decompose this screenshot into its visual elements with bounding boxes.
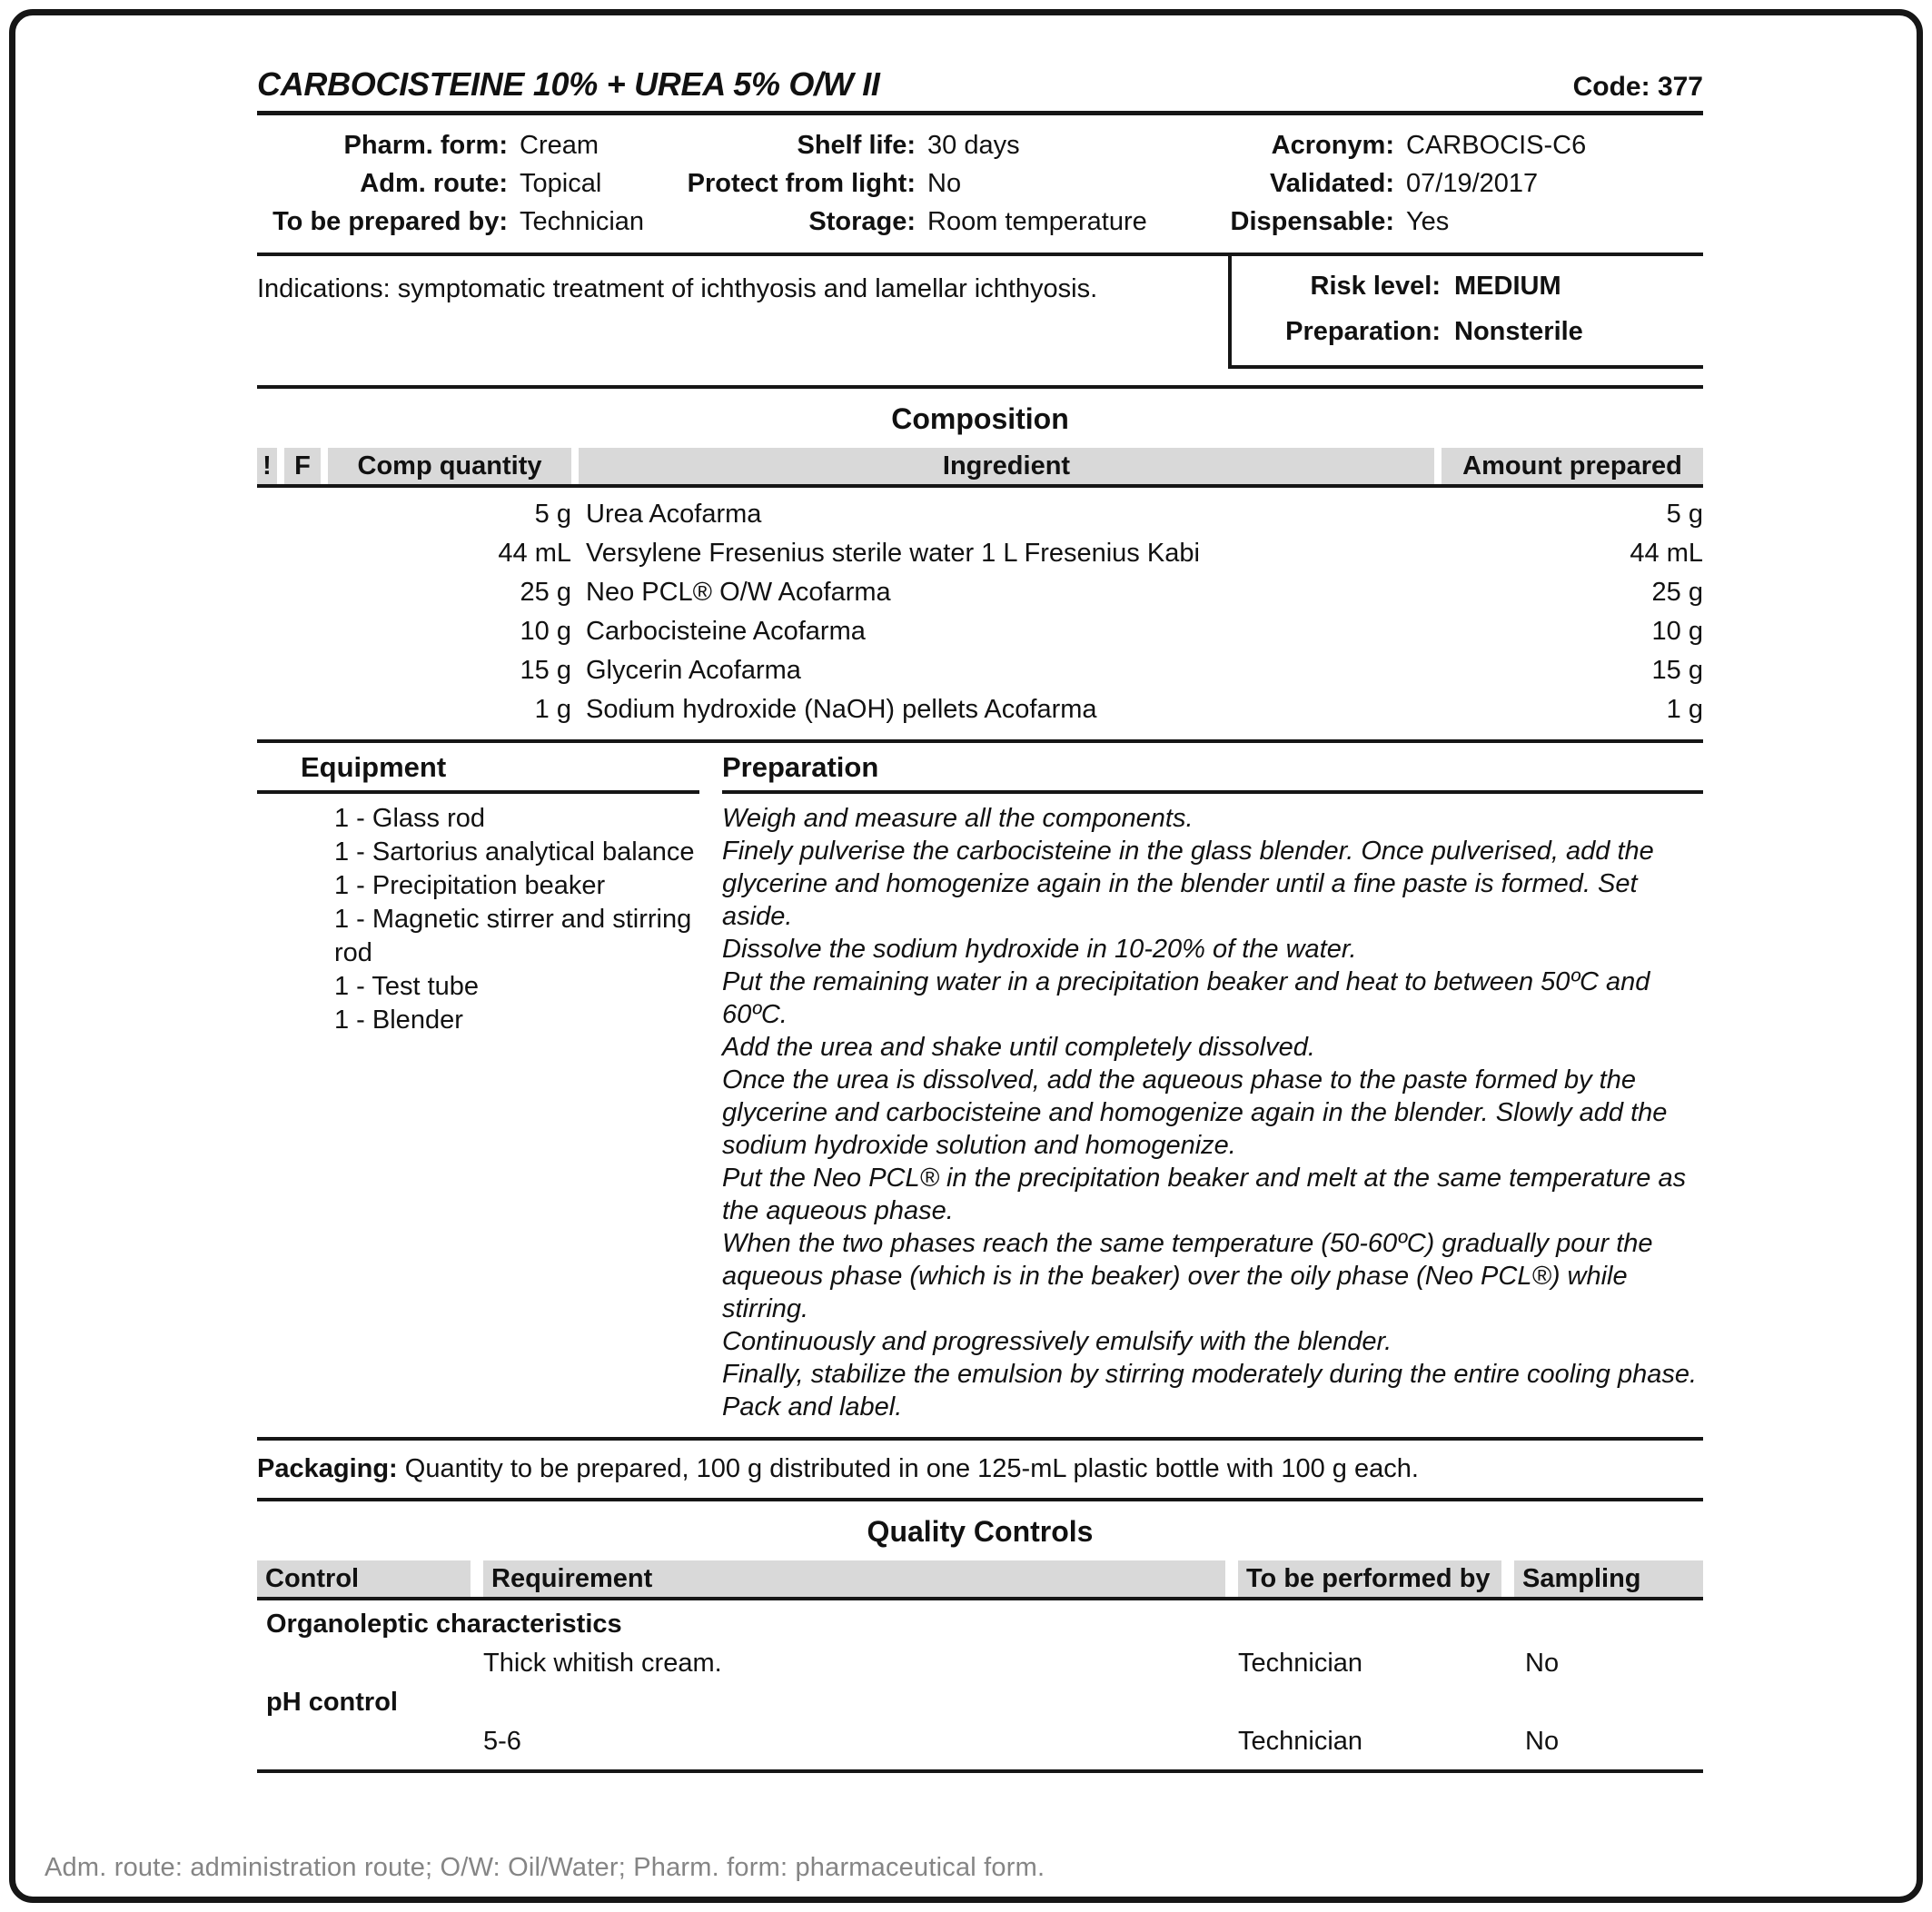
list-item: 1 - Sartorius analytical balance (334, 837, 695, 867)
info-row (1172, 164, 1703, 203)
info-column-3 (1172, 126, 1703, 241)
info-row (1172, 126, 1703, 164)
formula-sheet (9, 9, 1923, 1903)
equipment-list (257, 794, 699, 1037)
preparation-step: Pack and label. (722, 1392, 903, 1422)
divider (257, 1498, 1703, 1501)
qc-performed-by: Technician (1238, 1648, 1363, 1678)
ingredient: Carbocisteine Acofarma (586, 616, 866, 646)
table-row (257, 1644, 1703, 1683)
preparation-step: Put the Neo PCL® in the precipitation beaker and melt at the same temperature as the aqueous phase. (722, 1163, 1687, 1225)
info-row (199, 126, 677, 164)
table-row (257, 1722, 1703, 1761)
preparation-type-label: Preparation: (1285, 316, 1441, 346)
amount-prepared: 1 g (1666, 694, 1703, 724)
qc-header-requirement: Requirement (483, 1560, 1225, 1597)
indications-section (257, 256, 1703, 369)
info-row (1172, 203, 1703, 241)
table-row (257, 651, 1703, 690)
sheet-content (257, 66, 1703, 1773)
info-value: Room temperature (927, 206, 1147, 236)
qc-sampling: No (1525, 1726, 1560, 1756)
info-label: Storage: (808, 206, 916, 236)
info-value: No (927, 168, 962, 198)
preparation-heading: Preparation (722, 743, 1703, 794)
abbreviations-footnote: Adm. route: administration route; O/W: Oil/Water; Pharm. form: pharmaceutical form. (45, 1853, 1045, 1882)
risk-level-row (1232, 263, 1703, 309)
amount-prepared: 25 g (1651, 577, 1703, 607)
divider (257, 1769, 1703, 1773)
table-row (257, 690, 1703, 729)
risk-level-value: MEDIUM (1454, 271, 1561, 301)
packaging-section (257, 1441, 1703, 1498)
info-label: Pharm. form: (343, 130, 508, 160)
preparation-step: Put the remaining water in a precipitation beaker and heat to between 50ºC and 60ºC. (722, 966, 1650, 1029)
info-value: Technician (520, 206, 645, 236)
qc-header-sampling: Sampling (1514, 1560, 1703, 1597)
info-label: To be prepared by: (272, 206, 508, 236)
qc-control-category: Organoleptic characteristics (266, 1609, 622, 1639)
indications-label: Indications: (257, 273, 391, 303)
ingredient: Glycerin Acofarma (586, 655, 801, 685)
code-label: Code: (1572, 71, 1650, 102)
info-row (677, 164, 1172, 203)
composition-header-amount: Amount prepared (1442, 448, 1703, 484)
composition-header-row (257, 448, 1703, 484)
qc-requirement: Thick whitish cream. (483, 1648, 722, 1678)
comp-quantity: 10 g (520, 616, 571, 646)
composition-header-f: F (284, 448, 321, 484)
info-value: 30 days (927, 130, 1020, 160)
divider (257, 385, 1703, 389)
preparation-step: Add the urea and shake until completely dissolved. (722, 1032, 1315, 1062)
composition-header-ingredient: Ingredient (579, 448, 1434, 484)
preparation-step: When the two phases reach the same temperature (50-60ºC) gradually pour the aqueous phase (which is in the beaker) over the oily phase (Neo PCL®) while stirring. (722, 1228, 1653, 1323)
amount-prepared: 44 mL (1630, 538, 1703, 568)
info-column-2 (677, 126, 1172, 241)
amount-prepared: 15 g (1651, 655, 1703, 685)
indications-text (257, 256, 1228, 369)
quality-controls-header-row (257, 1560, 1703, 1597)
info-label: Shelf life: (797, 130, 916, 160)
qc-requirement: 5-6 (483, 1726, 521, 1756)
info-label: Protect from light: (687, 168, 916, 198)
info-label: Dispensable: (1230, 206, 1394, 236)
preparation-type-row (1232, 309, 1703, 354)
info-value: 07/19/2017 (1406, 168, 1539, 198)
preparation-step: Continuously and progressively emulsify with the blender. (722, 1326, 1392, 1356)
qc-header-control: Control (257, 1560, 471, 1597)
preparation-type-value: Nonsterile (1454, 316, 1583, 346)
info-column-1 (199, 126, 677, 241)
qc-header-performed-by: To be performed by (1238, 1560, 1501, 1597)
comp-quantity: 1 g (534, 694, 571, 724)
packaging-label: Packaging: (257, 1453, 398, 1483)
info-label: Acronym: (1271, 130, 1394, 160)
equipment-preparation-section (257, 743, 1703, 1437)
preparation-step: Once the urea is dissolved, add the aqueous phase to the paste formed by the glycerine and carbocisteine and homogenize again in the blender. Slowly add the sodium hydroxide solution and homogenize. (722, 1065, 1668, 1160)
code-value: 377 (1657, 71, 1703, 102)
list-item: 1 - Glass rod (334, 803, 485, 833)
code (1573, 72, 1703, 103)
table-row (257, 495, 1703, 534)
list-item: 1 - Precipitation beaker (334, 870, 606, 900)
composition-header-qty: Comp quantity (328, 448, 571, 484)
info-row (677, 203, 1172, 241)
equipment-heading: Equipment (257, 743, 699, 794)
preparation-step: Finally, stabilize the emulsion by stirring moderately during the entire cooling phase. (722, 1359, 1698, 1389)
info-label: Validated: (1270, 168, 1394, 198)
table-row (257, 612, 1703, 651)
comp-quantity: 5 g (534, 499, 571, 529)
comp-quantity: 15 g (520, 655, 571, 685)
risk-box (1228, 256, 1703, 369)
preparation-step: Dissolve the sodium hydroxide in 10-20% of the water. (722, 934, 1357, 964)
ingredient: Neo PCL® O/W Acofarma (586, 577, 891, 607)
qc-sampling: No (1525, 1648, 1560, 1678)
info-row (677, 126, 1172, 164)
list-item: 1 - Magnetic stirrer and stirring rod (334, 904, 692, 967)
comp-quantity: 25 g (520, 577, 571, 607)
page-title: CARBOCISTEINE 10% + UREA 5% O/W II (257, 65, 880, 103)
risk-level-label: Risk level: (1310, 271, 1441, 301)
info-value: Topical (520, 168, 602, 198)
indications-value: symptomatic treatment of ichthyosis and lamellar ichthyosis. (397, 273, 1098, 303)
info-row (199, 164, 677, 203)
equipment-column (257, 743, 699, 1423)
info-value: CARBOCIS-C6 (1406, 130, 1587, 160)
amount-prepared: 5 g (1666, 499, 1703, 529)
list-item: 1 - Test tube (334, 971, 480, 1001)
packaging-text: Quantity to be prepared, 100 g distributed in one 125-mL plastic bottle with 100 g each. (404, 1453, 1419, 1483)
quality-controls-title: Quality Controls (867, 1514, 1094, 1548)
composition-header-warning: ! (257, 448, 277, 484)
info-value: Cream (520, 130, 599, 160)
preparation-column (722, 743, 1703, 1423)
amount-prepared: 10 g (1651, 616, 1703, 646)
info-row (199, 203, 677, 241)
ingredient: Urea Acofarma (586, 499, 762, 529)
preparation-steps (722, 794, 1703, 1423)
qc-performed-by: Technician (1238, 1726, 1363, 1756)
ingredient: Sodium hydroxide (NaOH) pellets Acofarma (586, 694, 1097, 724)
composition-table (257, 488, 1703, 739)
info-value: Yes (1406, 206, 1450, 236)
ingredient: Versylene Fresenius sterile water 1 L Fresenius Kabi (586, 538, 1200, 568)
composition-title: Composition (891, 401, 1069, 435)
header (257, 66, 1703, 115)
preparation-step: Finely pulverise the carbocisteine in the glass blender. Once pulverised, add the glycerine and homogenize again in the blender until a fine paste is formed. Set aside. (722, 836, 1654, 931)
table-row (257, 534, 1703, 573)
quality-controls-table (257, 1600, 1703, 1769)
preparation-step: Weigh and measure all the components. (722, 803, 1194, 833)
list-item: 1 - Blender (334, 1005, 463, 1035)
info-grid (199, 115, 1703, 253)
comp-quantity: 44 mL (498, 538, 571, 568)
info-label: Adm. route: (360, 168, 508, 198)
qc-control-category: pH control (266, 1687, 398, 1717)
table-row (257, 573, 1703, 612)
